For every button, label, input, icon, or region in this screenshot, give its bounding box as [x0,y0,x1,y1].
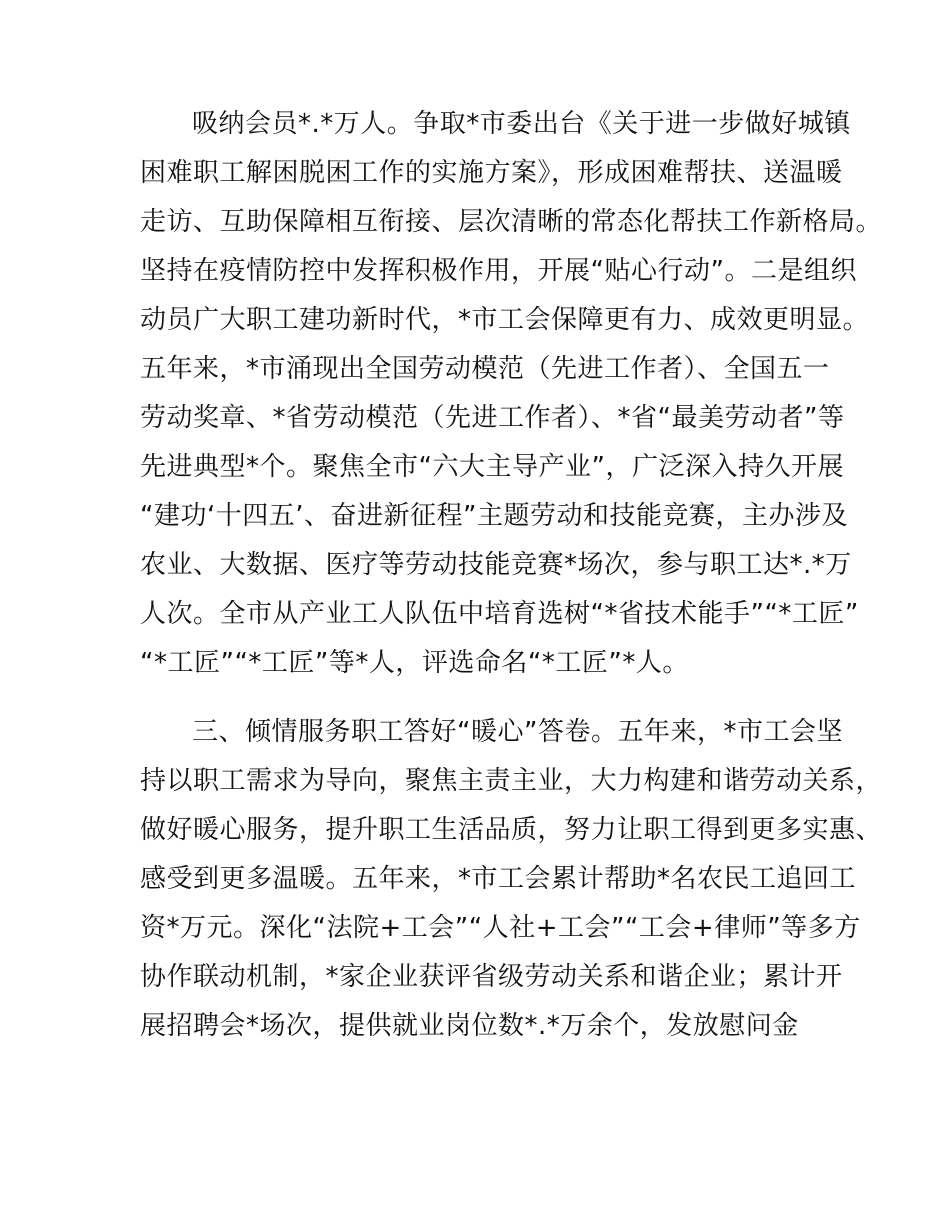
text-line: 动员广大职工建功新时代，*市工会保障更有力、成效更明显。 [140,305,870,335]
paragraph-1 [140,100,883,688]
text-line: 困难职工解困脱困工作的实施方案》，形成困难帮扶、送温暖 [140,158,843,188]
paragraph-spacer [140,688,820,708]
text-line: 协作联动机制，*家企业获评省级劳动关系和谐企业；累计开 [140,962,843,992]
text-line: 先进典型*个。聚焦全市“六大主导产业”，广泛深入持久开展 [140,452,844,482]
text-line: 三、倾情服务职工答好“暖心”答卷。五年来，*市工会坚 [192,717,843,747]
text-line: 五年来，*市涌现出全国劳动模范（先进工作者）、全国五一 [140,354,830,384]
text-line: 坚持在疫情防控中发挥积极作用，开展“贴心行动”。二是组织 [140,256,857,286]
text-line: 资*万元。深化“法院+工会”“人社+工会”“工会+律师”等多方 [140,913,861,943]
text-line: 做好暖心服务，提升职工生活品质，努力让职工得到更多实惠、 [140,815,883,845]
text-line: 感受到更多温暖。五年来，*市工会累计帮助*名农民工追回工 [140,864,857,894]
text-line: 农业、大数据、医疗等劳动技能竞赛*场次，参与职工达*.*万 [140,550,852,580]
text-line: 劳动奖章、*省劳动模范（先进工作者）、*省“最美劳动者”等 [140,403,845,433]
text-line: “*工匠”“*工匠”等*人，评选命名“*工匠”*人。 [140,648,689,678]
text-line: 展招聘会*场次，提供就业岗位数*.*万余个，发放慰问金 [140,1011,799,1041]
text-line: 走访、互助保障相互衔接、层次清晰的常态化帮扶工作新格局。 [140,207,883,237]
text-line: 持以职工需求为导向，聚焦主责主业，大力构建和谐劳动关系， [140,766,883,796]
text-line: 吸纳会员*.*万人。争取*市委出台《关于进一步做好城镇 [192,109,851,139]
paragraph-2 [140,708,883,1051]
text-line: “建功‘十四五’、奋进新征程”主题劳动和技能竞赛，主办涉及 [140,501,848,531]
text-line: 人次。全市从产业工人队伍中培育选树“*省技术能手”“*工匠” [140,599,859,629]
document-body [140,100,883,1051]
